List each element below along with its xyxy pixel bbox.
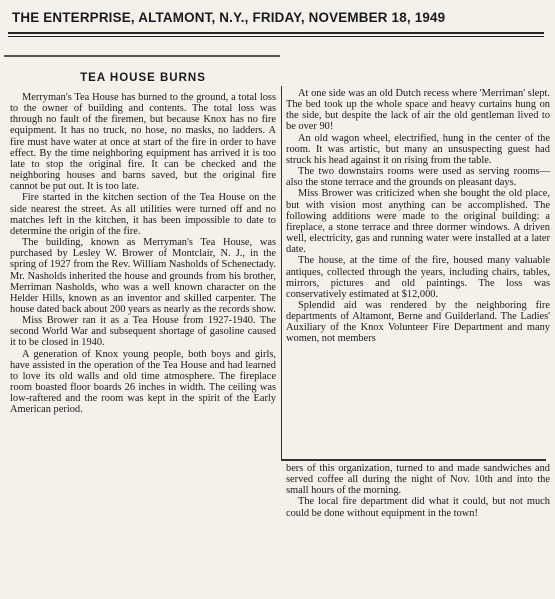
continuation-rule <box>281 459 546 461</box>
paragraph: At one side was an old Dutch recess where 'Merriman' slept. The bed took up the whole space and heavy curtains hung on the side, but despite the lack of air the old gentleman lived to be over 90! <box>286 88 550 133</box>
paragraph: The two downstairs rooms were used as serving rooms—also the stone terrace and the grounds on pleasant days. <box>286 166 550 189</box>
article-column-right <box>286 88 550 345</box>
paragraph: Miss Brower was criticized when she bought the old place, but with vision most anything can be accomplished. The following additions were made to the original building: a fireplace, a stone terrace and three dormer windows. A driven well, electricity, gas and running water were installed at a later date. <box>286 188 550 256</box>
article-column-continuation <box>286 463 550 519</box>
paragraph: Miss Brower ran it as a Tea House from 1927-1940. The second World War and subsequent shortage of gasoline caused it to be closed in 1940. <box>10 315 276 349</box>
newspaper-masthead: THE ENTERPRISE, ALTAMONT, N.Y., FRIDAY, NOVEMBER 18, 1949 <box>12 10 446 25</box>
masthead-rule <box>8 32 544 34</box>
masthead-rule-thin <box>8 36 544 37</box>
paragraph: bers of this organization, turned to and made sandwiches and served coffee all during the night of Nov. 10th and into the small hours of the morning. <box>286 463 550 497</box>
paragraph: Splendid aid was rendered by the neighboring fire departments of Altamont, Berne and Guilderland. The Ladies' Auxiliary of the Knox Volunteer Fire Department and many women, not members <box>286 299 550 345</box>
column-divider <box>281 86 282 459</box>
article-headline: TEA HOUSE BURNS <box>80 72 206 84</box>
paragraph: Merryman's Tea House has burned to the ground, a total loss to the owner of building and contents. The total loss was through no fault of the firemen, but because Knox has no fire equipment. It has no truck, no hose, no masks, no ladders. A fire must have water at once at start of the fire in order to have effect. By the time neighboring equipment has arrived it is too late to stop the original fire. It can be checked and the neighboring houses and barns saved, but the original fire cannot be put out. It is too late. <box>10 92 276 193</box>
article-box-top-border <box>4 55 280 57</box>
paragraph: Fire started in the kitchen section of the Tea House on the side nearest the street. As all utilities were turned off and no matches left in the kitchen, it has been impossible to date to determine the origin of the fire. <box>10 192 276 237</box>
article-column-left <box>10 92 276 416</box>
paragraph: An old wagon wheel, electrified, hung in the center of the room. It was artistic, but many an unsuspecting guest had struck his head against it on rising from the table. <box>286 132 550 166</box>
paragraph: The local fire department did what it could, but not much could be done without equipment in the town! <box>286 496 550 519</box>
paragraph: The building, known as Merryman's Tea House, was purchased by Lesley W. Brower of Montclair, N. J., in the spring of 1927 from the Rev. William Nasholds of Schenectady. Mr. Nasholds inherited the house and grounds from his brother, Merriman Nasholds, who was a well known character on the Helder Hills, known as an inventor and skilled carpenter. The house dated back about 200 years as nearly as the records show. <box>10 237 276 315</box>
paragraph: A generation of Knox young people, both boys and girls, have assisted in the operation of the Tea House and had learned to love its old walls and old time atmosphere. The fireplace room boasted floor boards 26 inches in width. The ceiling was low-raftered and the room was kept in the spirit of the Early American period. <box>10 348 276 416</box>
paragraph: The house, at the time of the fire, housed many valuable antiques, collected through the years, including chairs, tables, mirrors, pictures and old paintings. The loss was conservatively estimated at $12,000. <box>286 255 550 300</box>
